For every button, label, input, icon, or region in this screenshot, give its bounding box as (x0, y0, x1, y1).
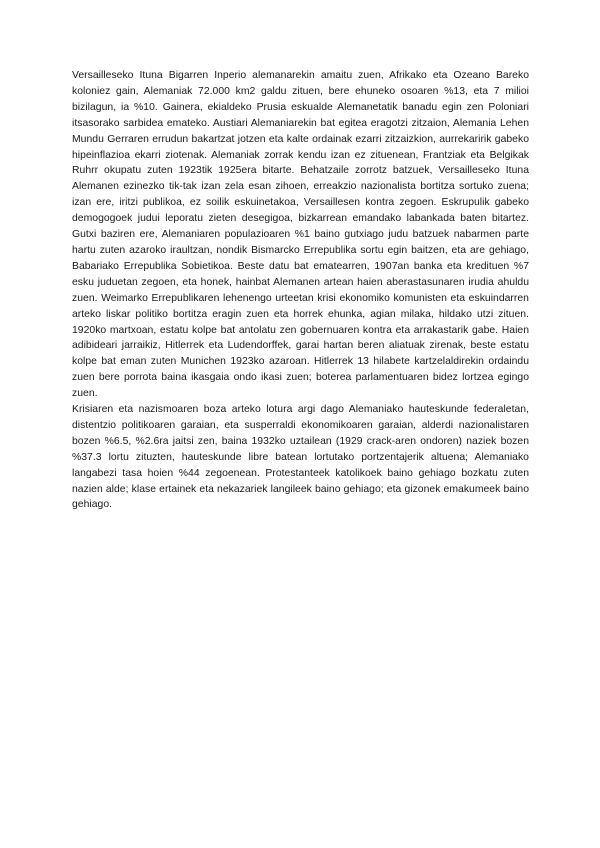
paragraph-versailles: Versailleseko Ituna Bigarren Inperio alemanarekin amaitu zuen, Afrikako eta Ozeano Bareko koloniez gain, Alemaniak 72.000 km2 galdu zituen, bere ehuneko osoaren %13, eta 7 milioi bizilagun, ia %10. Gainera, ekialdeko Prusia eskualde Alemanetatik banadu egin zen Poloniari itsasorako sarbidea emateko. Austiari Alemaniarekin bat egitea eragotzi zitzaion, Alemania Lehen Mundu Gerraren errudun bakartzat jotzen eta kalte ordainak ezarri zitzaizkion, aurrekaririk gabeko hipeinflazioa ekarri ziotenak. Alemaniak zorrak kendu izan ez zituenean, Frantziak eta Belgikak Ruhrr okupatu zuten 1923tik 1925era bitarte. Behatzaile zorrotz batzuek, Versailleseko Ituna Alemanen ezinezko tik-tak izan zela esan zihoen, erreakzio nazionalista bortitza sortuko zuena; izan ere, iritzi publikoa, ez soilik eskuinetakoa, Versaillesen kontra zegoen. Eskrupulik gabeko demogogoek judui leporatu zieten desegigoa, bizkarrean emandako labankada baten bitartez. Gutxi baziren ere, Alemaniaren populazioaren %1 baino gutxiago judu batzuek nabarmen parte hartu zuten azaroko iraultzan, nondik Bismarcko Errepublika sortu egin baitzen, eta are gehiago, Babariako Errepublika Sobietikoa. Beste datu bat ematearren, 1907an banka eta kredituen %7 esku juduetan zegoen, eta honek, hainbat Alemanen artean haien aberastasunaren irudia ahuldu zuen. Weimarko Errepublikaren lehenengo urteetan krisi ekonomiko komunisten eta eskuindarren arteko liskar politiko bortitza eragin zuen eta horrek ehunka, agian milaka, hildako utzi zituen. 1920ko martxoan, estatu kolpe bat antolatu zen gobernuaren kontra eta arrakastarik gabe. Haien adibideari jarraikiz, Hitlerrek eta Ludendorffek, garai hartan beren aliatuak zirenak, beste estatu kolpe bat eman zuten Munichen 1923ko azaroan. Hitlerrek 13 hilabete kartzelaldirekin ordaindu zuen bere porrota baina ikasgaia ondo ikasi zuen; boterea parlamentuaren bidez lortzea egingo zuen. (72, 70, 529, 400)
paragraph-crisis-nazism: Krisiaren eta nazismoaren boza arteko lotura argi dago Alemaniako hauteskunde federaletan, distentzio politikoaren garaian, eta susperraldi ekonomikoaren garaian, alderdi nazionalistaren bozen %6.5, %2.6ra jaitsi zen, baina 1932ko uztailean (1929 crack-aren ondoren) naziek bozen %37.3 lortu zituzten, hauteskunde libre batean lortutako portzentajerik altuena; Alemaniako langabezi tasa hoien %44 zegoenean. Protestanteek katolikoek baino gehiago bozkatu zuten nazien alde; klase ertainek eta nekazariek langileek baino gehiago; eta gizonek emakumeek baino gehiago. (72, 404, 529, 511)
document-page (72, 68, 529, 513)
